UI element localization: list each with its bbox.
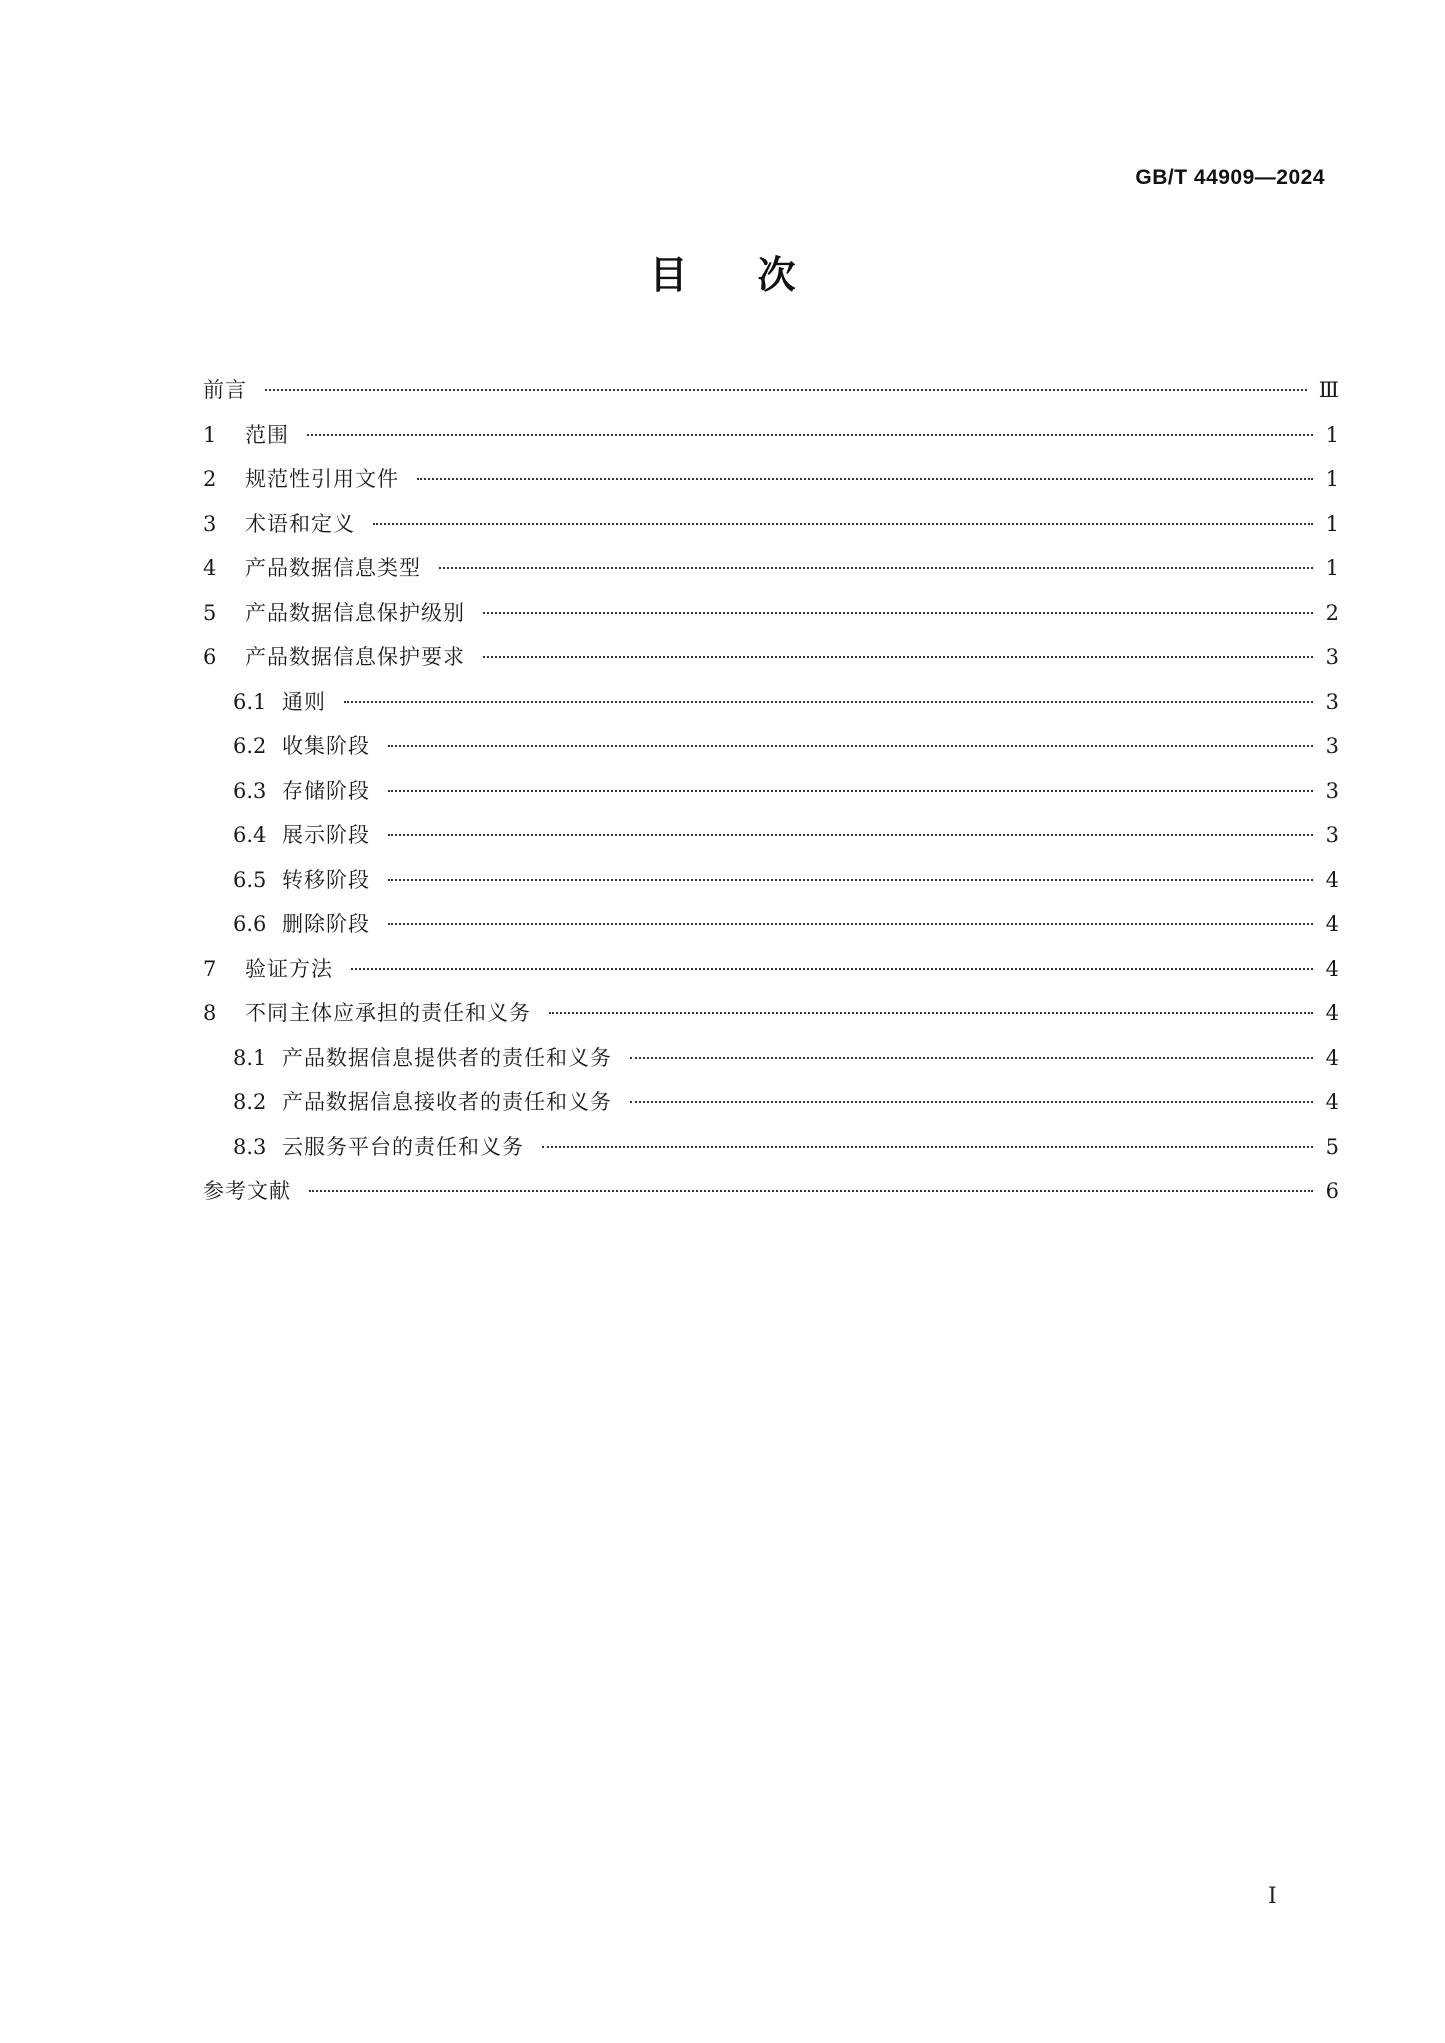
toc-entry-page: 3 [1325, 645, 1339, 669]
toc-entry-page: 4 [1325, 1045, 1339, 1070]
toc-entry-page: 3 [1325, 778, 1339, 803]
standard-code: GB/T 44909—2024 [1135, 166, 1325, 189]
toc-entry-page: 3 [1325, 689, 1339, 714]
toc-entry-title: 存储阶段 [282, 778, 370, 803]
toc-entry-page: 2 [1325, 600, 1339, 625]
toc-entry-title: 前言 [203, 378, 247, 402]
toc-dot-leader [307, 434, 1313, 436]
toc-entry[interactable] [203, 502, 1339, 547]
toc-dot-leader [483, 656, 1313, 658]
toc-entry[interactable] [203, 413, 1339, 458]
toc-dot-leader [483, 612, 1313, 614]
toc-entry-number: 6 [203, 645, 217, 669]
toc-entry-page: 6 [1325, 1179, 1339, 1203]
toc-entry-number: 8.2 [233, 1090, 267, 1114]
toc-entry-number: 6.1 [233, 689, 267, 714]
toc-entry-page: 1 [1325, 511, 1339, 536]
toc-entry-page: 3 [1325, 734, 1339, 758]
toc-entry[interactable] [203, 680, 1339, 725]
page-title: 目次 [649, 253, 866, 297]
toc-entry-title: 展示阶段 [282, 823, 370, 847]
toc-entry-page: 4 [1325, 1090, 1339, 1114]
toc-entry-number: 6.5 [233, 867, 267, 892]
toc-entry-title: 参考文献 [203, 1179, 291, 1203]
toc-dot-leader [388, 745, 1313, 747]
toc-entry[interactable] [203, 813, 1339, 858]
toc-entry-number: 6.2 [233, 734, 267, 758]
toc-dot-leader [549, 1012, 1313, 1014]
table-of-contents [203, 368, 1339, 1214]
toc-entry-title: 范围 [245, 422, 289, 447]
toc-entry-page: 1 [1325, 556, 1339, 580]
toc-entry-page: 4 [1325, 1001, 1339, 1025]
toc-entry[interactable] [203, 1125, 1339, 1170]
toc-entry[interactable] [203, 902, 1339, 947]
toc-entry[interactable] [203, 457, 1339, 502]
toc-entry-title: 云服务平台的责任和义务 [282, 1134, 524, 1159]
toc-entry-page: 4 [1325, 867, 1339, 892]
toc-dot-leader [373, 523, 1313, 525]
toc-dot-leader [344, 701, 1313, 703]
toc-entry-title: 验证方法 [245, 956, 333, 981]
toc-entry-number: 6.4 [233, 823, 267, 847]
toc-dot-leader [417, 478, 1313, 480]
toc-entry-page: 5 [1325, 1134, 1339, 1159]
toc-entry-page: Ⅲ [1318, 378, 1339, 402]
toc-entry-number: 7 [203, 956, 217, 981]
toc-entry-page: 1 [1325, 422, 1339, 447]
toc-entry-title: 收集阶段 [282, 734, 370, 758]
toc-entry-number: 8.1 [233, 1045, 267, 1070]
toc-entry-number: 3 [203, 511, 217, 536]
toc-entry[interactable] [203, 991, 1339, 1036]
toc-entry-title: 转移阶段 [282, 867, 370, 892]
toc-dot-leader [630, 1057, 1313, 1059]
toc-entry[interactable] [203, 368, 1339, 413]
toc-entry-title: 不同主体应承担的责任和义务 [245, 1001, 531, 1025]
toc-entry-page: 3 [1325, 823, 1339, 847]
toc-entry-title: 产品数据信息提供者的责任和义务 [282, 1045, 612, 1070]
toc-entry[interactable] [203, 1080, 1339, 1125]
toc-entry-title: 产品数据信息保护要求 [245, 645, 465, 669]
toc-entry-title: 通则 [282, 689, 326, 714]
toc-entry-number: 5 [203, 600, 217, 625]
toc-entry-number: 2 [203, 467, 217, 491]
toc-entry-title: 产品数据信息保护级别 [245, 600, 465, 625]
toc-dot-leader [265, 389, 1307, 391]
toc-entry-number: 1 [203, 422, 217, 447]
toc-entry-title: 规范性引用文件 [245, 467, 399, 491]
toc-entry[interactable] [203, 769, 1339, 814]
toc-entry[interactable] [203, 724, 1339, 769]
toc-entry[interactable] [203, 947, 1339, 992]
toc-entry-number: 8.3 [233, 1134, 267, 1159]
toc-entry[interactable] [203, 635, 1339, 680]
toc-dot-leader [439, 567, 1313, 569]
page-number: Ⅰ [1268, 1884, 1277, 1909]
toc-dot-leader [351, 968, 1313, 970]
toc-entry[interactable] [203, 591, 1339, 636]
toc-entry-title: 术语和定义 [245, 511, 355, 536]
toc-entry-page: 4 [1325, 912, 1339, 936]
toc-dot-leader [388, 790, 1313, 792]
toc-entry-title: 删除阶段 [282, 912, 370, 936]
toc-entry-page: 1 [1325, 467, 1339, 491]
toc-entry[interactable] [203, 546, 1339, 591]
toc-entry[interactable] [203, 1036, 1339, 1081]
toc-entry-title: 产品数据信息类型 [245, 556, 421, 580]
toc-dot-leader [388, 834, 1313, 836]
toc-entry-number: 8 [203, 1001, 217, 1025]
toc-entry[interactable] [203, 1169, 1339, 1214]
toc-entry-number: 4 [203, 556, 217, 580]
toc-entry-number: 6.3 [233, 778, 267, 803]
toc-entry-number: 6.6 [233, 912, 267, 936]
toc-dot-leader [542, 1146, 1313, 1148]
toc-entry[interactable] [203, 858, 1339, 903]
toc-dot-leader [388, 879, 1313, 881]
toc-entry-title: 产品数据信息接收者的责任和义务 [282, 1090, 612, 1114]
toc-dot-leader [388, 923, 1313, 925]
toc-dot-leader [309, 1190, 1313, 1192]
toc-dot-leader [630, 1101, 1313, 1103]
toc-entry-page: 4 [1325, 956, 1339, 981]
